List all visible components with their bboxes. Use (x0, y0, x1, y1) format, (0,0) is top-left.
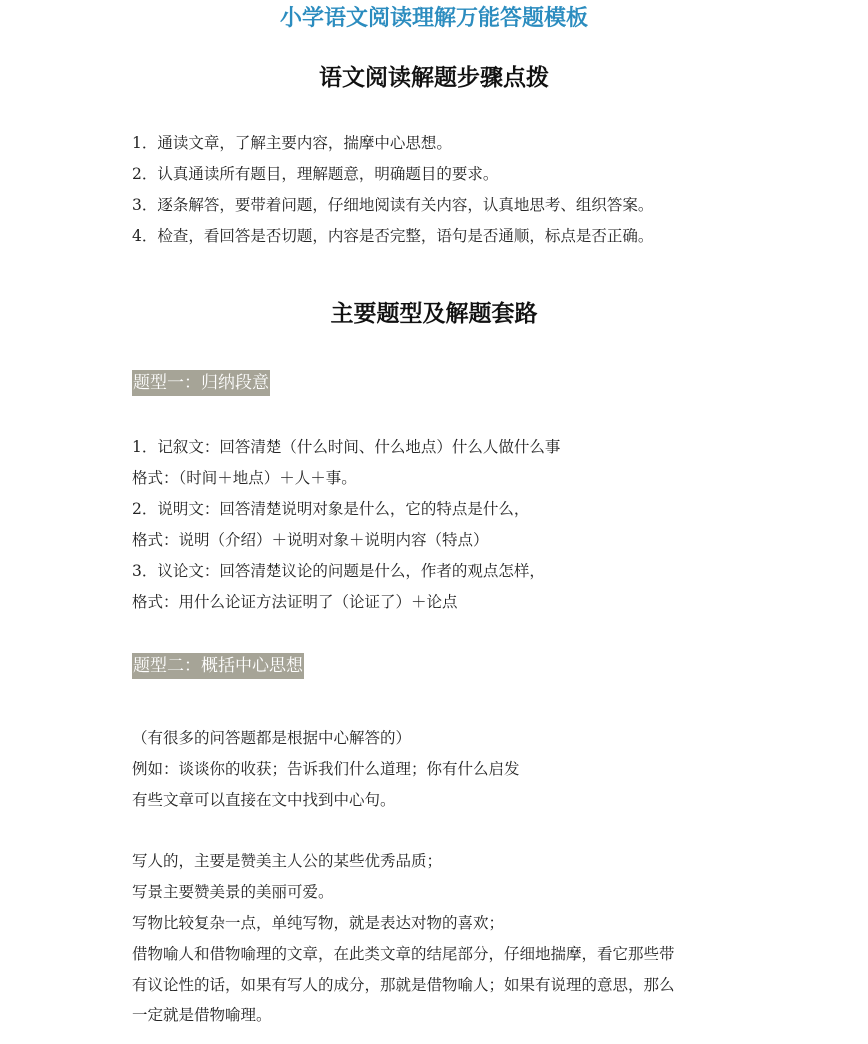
type1-line: 格式：用什么论证方法证明了（论证了）＋论点 (132, 593, 458, 611)
type2-detail-line: 写物比较复杂一点，单纯写物，就是表达对物的喜欢； (132, 914, 505, 932)
type2-line: （有很多的问答题都是根据中心解答的） (132, 729, 412, 747)
step-item: 3．逐条解答，要带着问题，仔细地阅读有关内容，认真地思考、组织答案。 (132, 196, 654, 214)
document-title: 小学语文阅读理解万能答题模板 (279, 6, 588, 31)
type2-detail-line: 有议论性的话，如果有写人的成分，那就是借物喻人；如果有说理的意思，那么 (132, 976, 675, 994)
type1-line: 格式：说明（介绍）＋说明对象＋说明内容（特点） (132, 531, 489, 549)
type1-line: 3．议论文：回答清楚议论的问题是什么，作者的观点怎样， (132, 562, 545, 580)
step-item: 2．认真通读所有题目，理解题意，明确题目的要求。 (132, 165, 499, 183)
step-item: 1．通读文章，了解主要内容，揣摩中心思想。 (132, 134, 452, 152)
type2-detail-line: 一定就是借物喻理。 (132, 1006, 272, 1024)
type1-line: 2．说明文：回答清楚说明对象是什么，它的特点是什么， (132, 500, 530, 518)
type2-detail-line: 写景主要赞美景的美丽可爱。 (132, 883, 334, 901)
step-item: 4．检查，看回答是否切题，内容是否完整，语句是否通顺，标点是否正确。 (132, 227, 654, 245)
type2-detail-line: 写人的，主要是赞美主人公的某些优秀品质； (132, 852, 443, 870)
type1-line: 1．记叙文：回答清楚（什么时间、什么地点）什么人做什么事 (132, 438, 561, 456)
type2-detail-line: 借物喻人和借物喻理的文章，在此类文章的结尾部分，仔细地揣摩，看它那些带 (132, 945, 675, 963)
question-type-tag-2: 题型二：概括中心思想 (132, 653, 304, 679)
section-heading-types: 主要题型及解题套路 (330, 300, 538, 327)
type2-line: 例如：谈谈你的收获；告诉我们什么道理；你有什么启发 (132, 760, 520, 778)
question-type-tag-1: 题型一：归纳段意 (132, 370, 270, 396)
section-heading-steps: 语文阅读解题步骤点拨 (319, 64, 549, 91)
type2-line: 有些文章可以直接在文中找到中心句。 (132, 791, 396, 809)
type1-line: 格式：（时间＋地点）＋人＋事。 (132, 469, 357, 487)
